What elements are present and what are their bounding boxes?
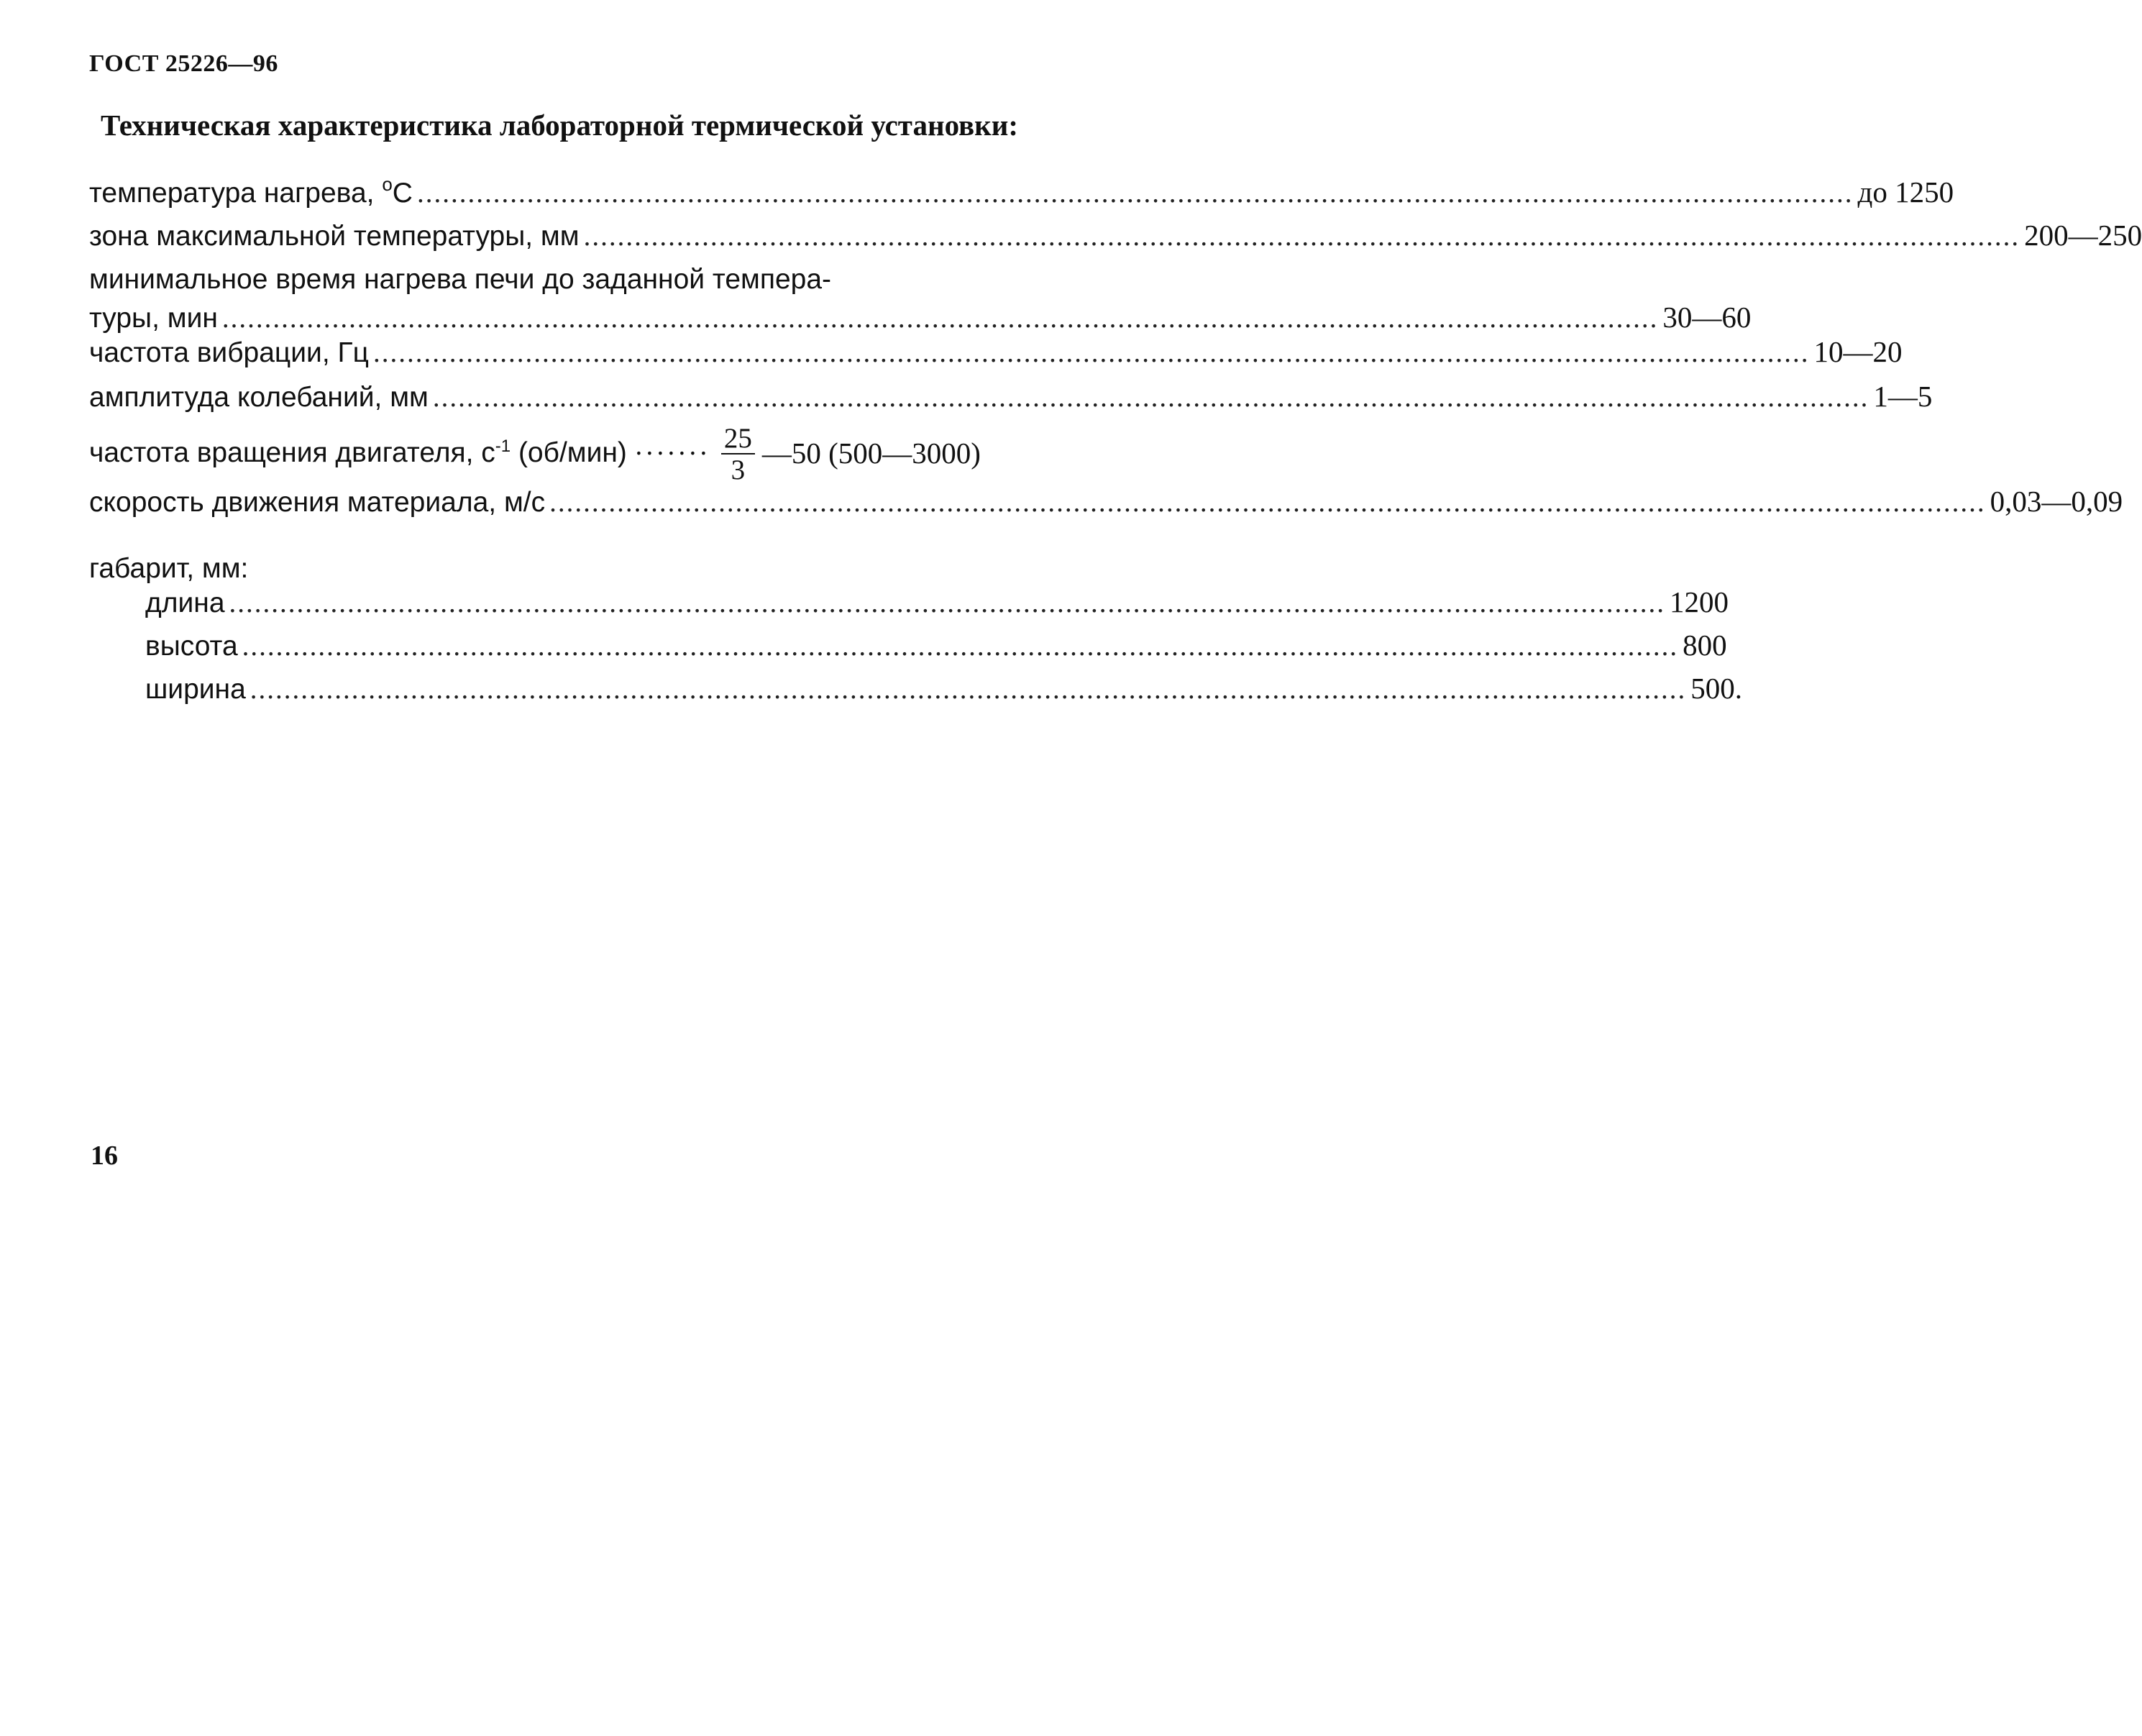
- dot-leader: ..........................................................................................................................................................................: [372, 337, 1810, 368]
- spec-value: 0,03—0,09: [1990, 485, 2123, 518]
- spec-row-heating-temperature: [89, 173, 1954, 210]
- spec-row-material-speed: [89, 483, 2123, 519]
- spec-row-engine-rotation: [89, 414, 1067, 493]
- spec-label: длина: [145, 588, 225, 618]
- spec-row-min-heating-time: [89, 299, 1752, 335]
- spec-row-width: [145, 670, 1743, 706]
- spec-label: ширина: [145, 674, 246, 705]
- dot-leader: ..........................................................................................................................................................................: [549, 487, 1986, 518]
- spec-label: частота вращения двигателя, $с^{-1}$ (об/мин): [89, 437, 627, 468]
- spec-label: температура нагрева, $^о$С: [89, 173, 413, 209]
- spec-value: —50 (500—3000): [761, 437, 981, 470]
- spec-label: туры, мин: [89, 303, 218, 334]
- spec-value: 500.: [1690, 672, 1743, 705]
- fraction-denominator: 3: [731, 454, 746, 485]
- spec-label-min-heating-time-line1: минимальное время нагрева печи до заданной темпера-: [89, 264, 831, 295]
- spec-value: 200—250: [2024, 219, 2142, 252]
- spec-row-length: [145, 584, 1729, 620]
- spec-value: до 1250: [1857, 175, 1954, 209]
- fraction-numerator: 25: [721, 424, 755, 454]
- spec-value: 30—60: [1662, 301, 1752, 334]
- spec-label: скорость движения материала, м/с: [89, 487, 546, 518]
- dot-leader: ..........................................................................................................................................................................: [221, 303, 1659, 334]
- page-number: 16: [91, 1141, 118, 1171]
- section-title: Техническая характеристика лабораторной термической установки:: [101, 109, 1019, 142]
- dot-leader: ..........................................................................................................................................................................: [250, 674, 1687, 705]
- spec-value: 800: [1683, 629, 1727, 662]
- spec-row-oscillation-amplitude: [89, 378, 1933, 414]
- spec-label: частота вибрации, Гц: [89, 337, 369, 368]
- spec-row-height: [145, 627, 1727, 663]
- spec-row-vibration-frequency: [89, 334, 1903, 370]
- dot-leader: ..........................................................................................................................................................................: [583, 221, 2020, 252]
- dot-leader: ..........................................................................................................................................................................: [229, 588, 1666, 618]
- dot-leader: ..........................................................................................................................................................................: [242, 631, 1679, 662]
- spec-value: 10—20: [1813, 335, 1903, 368]
- dot-leader: ..........................................................................................................................................................................: [416, 178, 1854, 209]
- spec-label: высота: [145, 631, 238, 662]
- spec-label: амплитуда колебаний, мм: [89, 382, 429, 413]
- dimensions-heading: габарит, мм:: [89, 553, 249, 584]
- document-header: ГОСТ 25226—96: [89, 50, 278, 77]
- spec-value: 1—5: [1873, 380, 1933, 413]
- dot-leader: ·······: [633, 437, 710, 469]
- spec-row-max-temperature-zone: [89, 217, 2142, 253]
- spec-value: 1200: [1670, 585, 1729, 618]
- spec-label: зона максимальной температуры, мм: [89, 221, 580, 252]
- dot-leader: ..........................................................................................................................................................................: [432, 382, 1869, 413]
- fraction: [721, 424, 755, 485]
